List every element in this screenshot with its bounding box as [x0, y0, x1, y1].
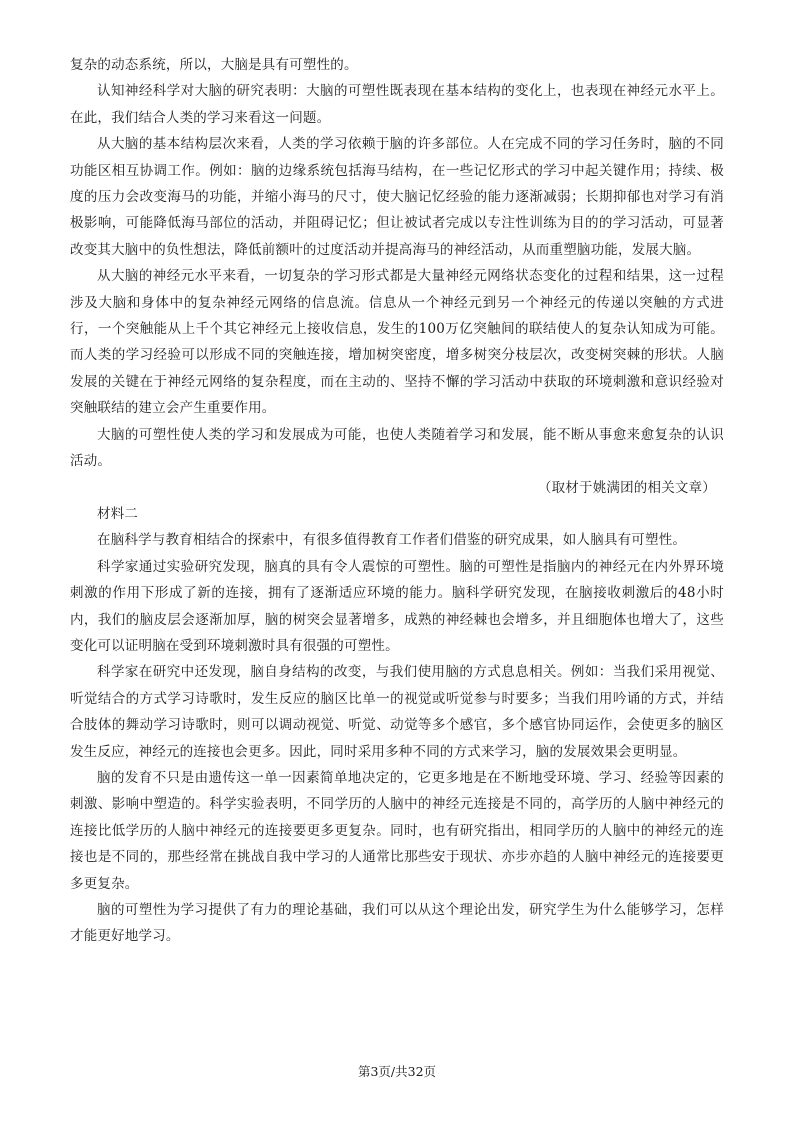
section-heading: 材料二 — [97, 505, 139, 522]
paragraph: 大脑的可塑性使人类的学习和发展成为可能，也使人类随着学习和发展，能不断从事愈来愈复杂的认识活动。 — [70, 426, 724, 470]
paragraph: 从大脑的基本结构层次来看，人类的学习依赖于脑的许多部位。人在完成不同的学习任务时，脑的不同功能区相互协调工作。例如：脑的边缘系统包括海马结构，在一些记忆形式的学习中起关键作用；持续、极度的压力会改变海马的功能，并缩小海马的尺寸，使大脑记忆经验的能力逐渐减弱；长期抑郁也对学习有消极影响，可能降低海马部位的活动，并阻碍记忆；但让被试者完成以专注性训练为目的的学习活动，可显著改变其大脑中的负性想法，降低前额叶的过度活动并提高海马的神经活动，从而重塑脑功能，发展大脑。 — [70, 136, 724, 258]
document-body — [70, 52, 724, 950]
paragraph: 复杂的动态系统，所以，大脑是具有可塑性的。 — [70, 57, 358, 73]
paragraph: 脑的可塑性为学习提供了有力的理论基础，我们可以从这个理论出发，研究学生为什么能够学习，怎样才能更好地学习。 — [70, 902, 724, 945]
paragraph: 在脑科学与教育相结合的探索中，有很多值得教育工作者们借鉴的研究成果，如人脑具有可塑性。 — [97, 532, 687, 549]
paragraph: 认知神经科学对大脑的研究表明：大脑的可塑性既表现在基本结构的变化上，也表现在神经元水平上。在此，我们结合人类的学习来看这一问题。 — [70, 83, 724, 126]
paragraph: 科学家通过实验研究发现，脑真的具有令人震惊的可塑性。脑的可塑性是指脑内的神经元在内外界环境刺激的作用下形成了新的连接，拥有了逐渐适应环境的能力。脑科学研究发现，在脑接收刺激后的48小时内，我们的脑皮层会逐渐加厚，脑的树突会显著增多，成熟的神经棘也会增多，并且细胞体也增大了，这些变化可以证明脑在受到环境刺激时具有很强的可塑性。 — [70, 558, 724, 654]
paragraph: 科学家在研究中还发现，脑自身结构的改变，与我们使用脑的方式息息相关。例如：当我们采用视觉、听觉结合的方式学习诗歌时，发生反应的脑区比单一的视觉或听觉参与时要多；当我们用吟诵的方式，并结合肢体的舞动学习诗歌时，则可以调动视觉、听觉、动觉等多个感官，多个感官协同运作，会使更多的脑区发生反应，神经元的连接也会更多。因此，同时采用多种不同的方式来学习，脑的发展效果会更明显。 — [70, 664, 724, 760]
source-note: （取材于姚满团的相关文章） — [537, 479, 716, 496]
paragraph: 从大脑的神经元水平来看，一切复杂的学习形式都是大量神经元网络状态变化的过程和结果，这一过程涉及大脑和身体中的复杂神经元网络的信息流。信息从一个神经元到另一个神经元的传递以突触的方式进行，一个突触能从上千个其它神经元上接收信息，发生的100万亿突触间的联结使人的复杂认知成为可能。而人类的学习经验可以形成不同的突触连接，增加树突密度，增多树突分枝层次，改变树突棘的形状。人脑发展的关键在于神经元网络的复杂程度，而在主动的、坚持不懈的学习活动中获取的环境刺激和意识经验对突触联结的建立会产生重要作用。 — [70, 268, 724, 417]
page-number-footer: 第3页/共32页 — [357, 1064, 437, 1079]
paragraph: 脑的发育不只是由遗传这一单一因素简单地决定的，它更多地是在不断地受环境、学习、经验等因素的刺激、影响中塑造的。科学实验表明，不同学历的人脑中的神经元连接是不同的，高学历的人脑中神经元的连接比低学历的人脑中神经元的连接要更多更复杂。同时，也有研究指出，相同学历的人脑中的神经元的连接也是不同的，那些经常在挑战自我中学习的人通常比那些安于现状、亦步亦趋的人脑中神经元的连接要更多更复杂。 — [70, 769, 724, 892]
